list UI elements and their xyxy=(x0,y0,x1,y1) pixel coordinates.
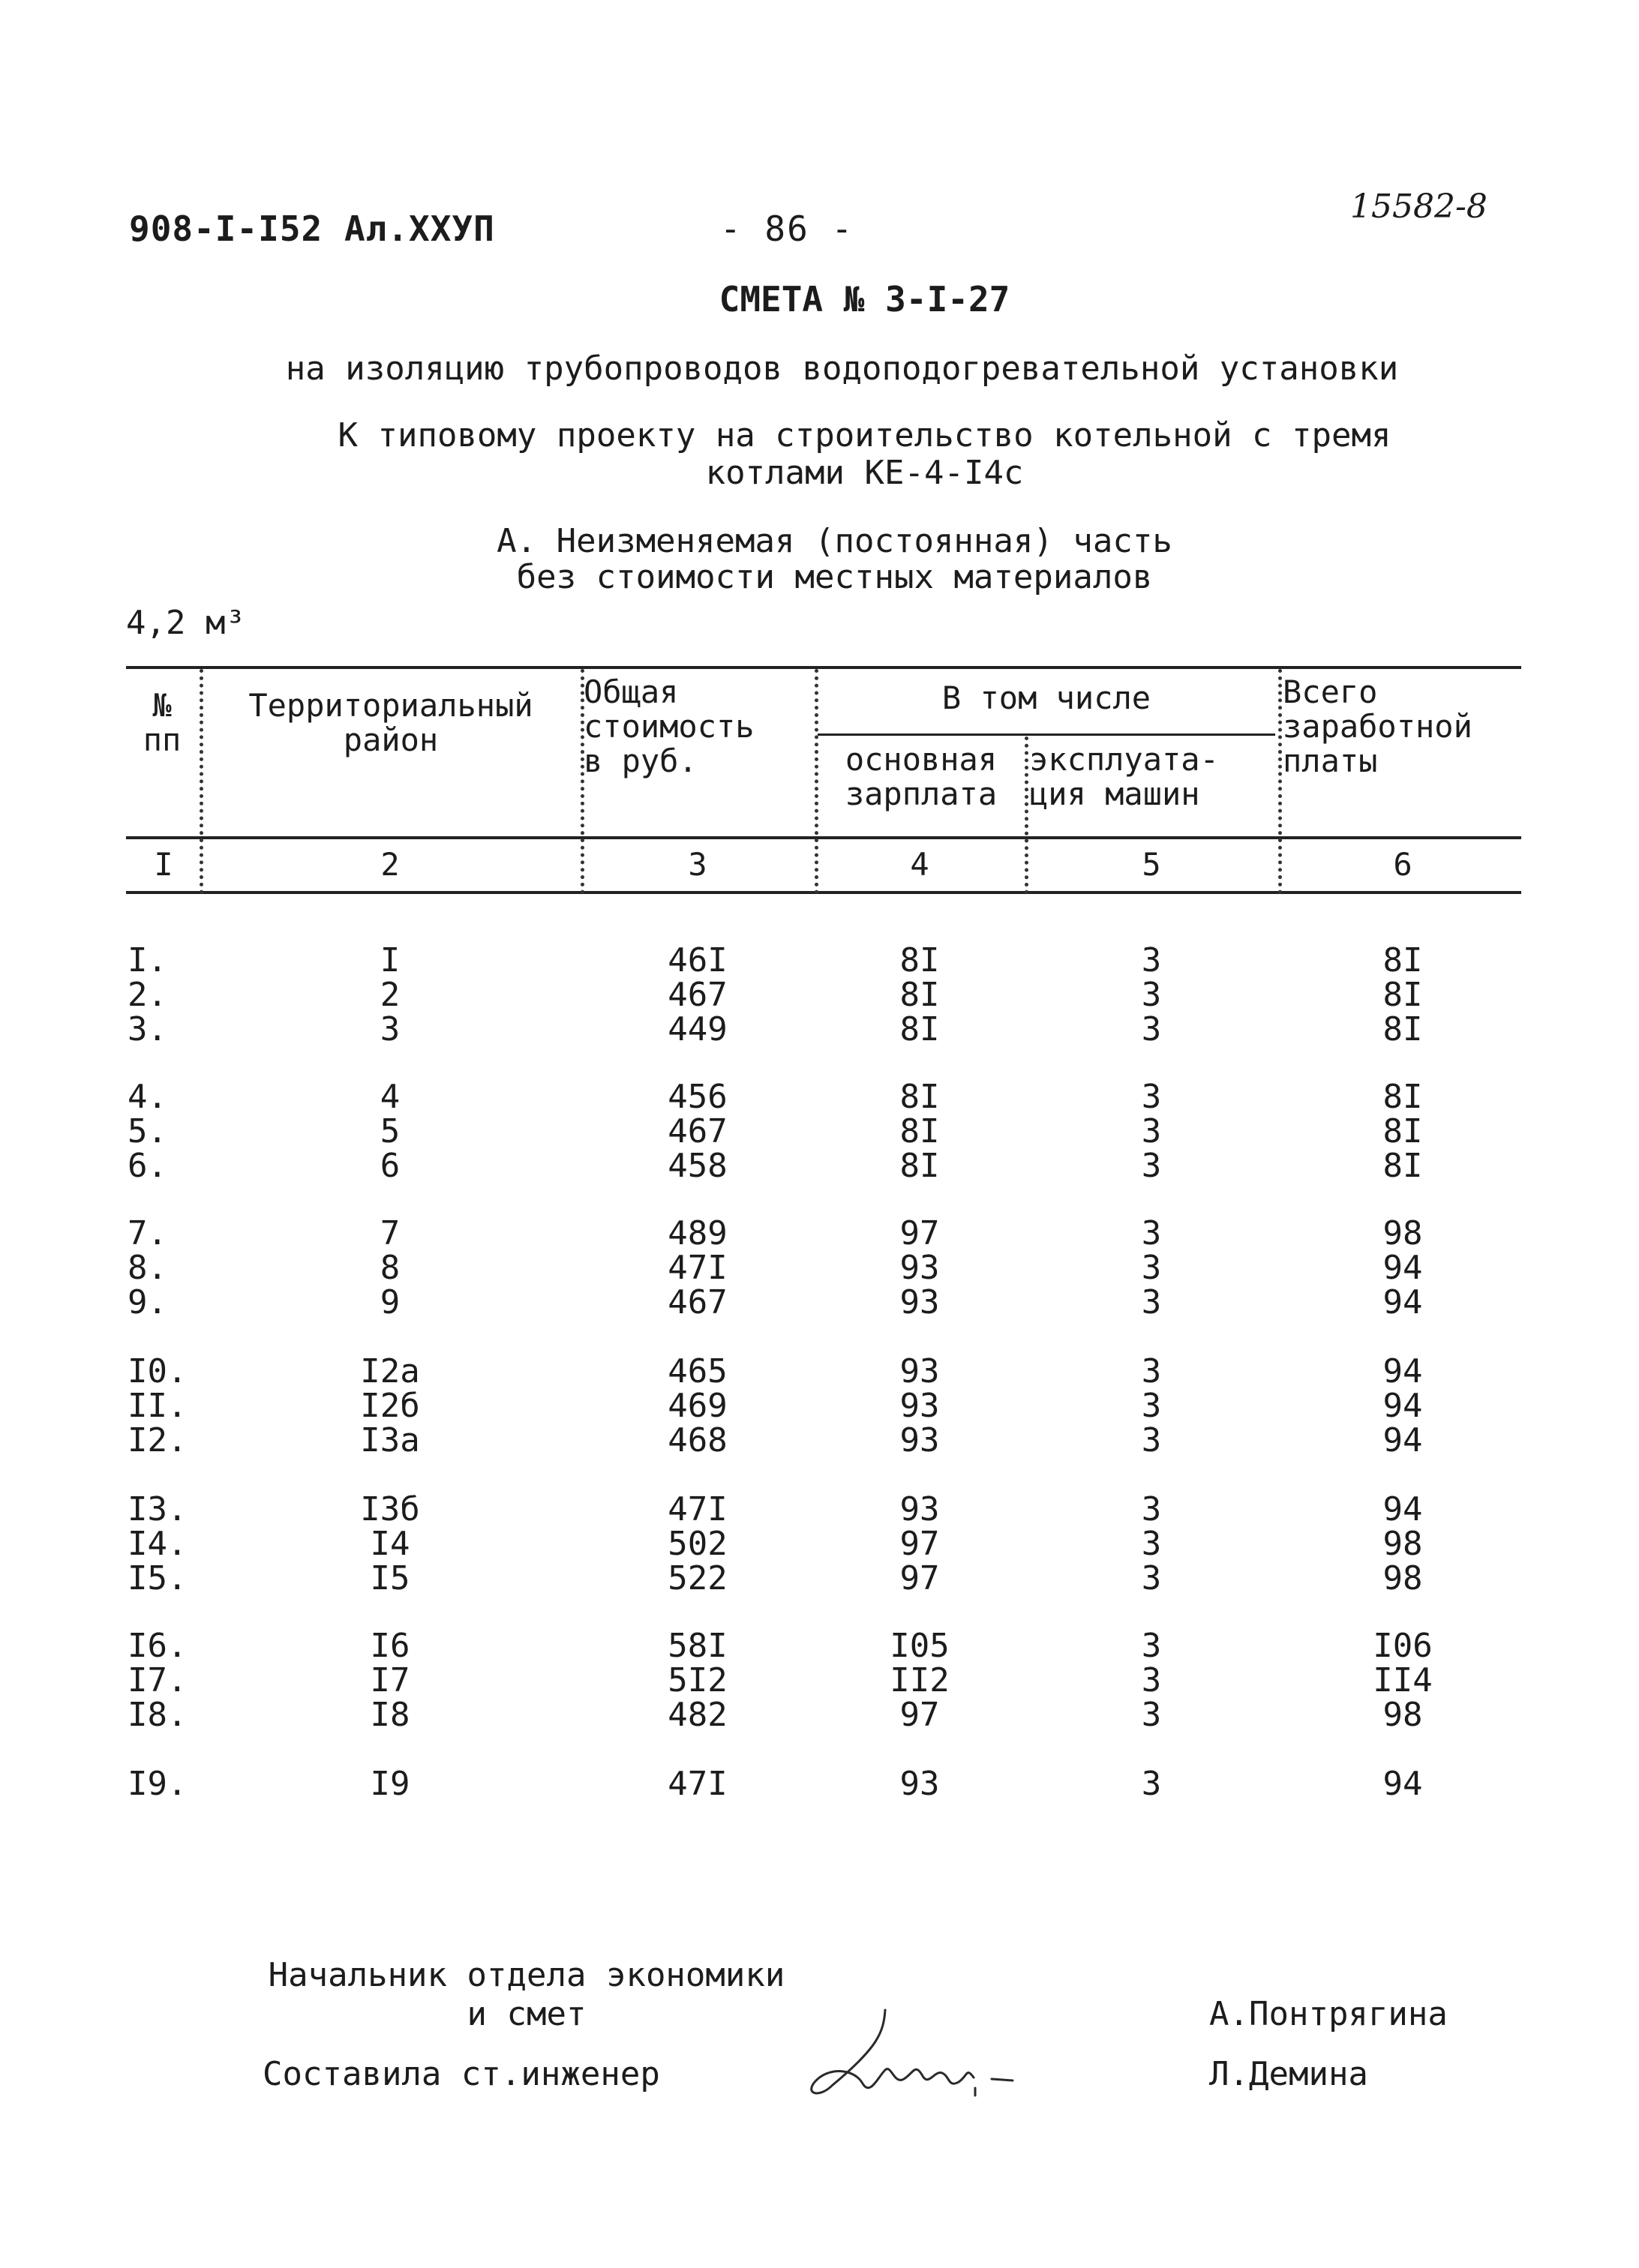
cell-salary: 8I xyxy=(899,941,940,980)
cell-wage-total: 98 xyxy=(1382,1525,1423,1563)
cell-total: 522 xyxy=(668,1559,728,1598)
cell-machines: 3 xyxy=(1141,1078,1162,1116)
cell-region: I3б xyxy=(360,1490,420,1528)
cell-total: 58I xyxy=(668,1627,728,1665)
cell-wage-total: 8I xyxy=(1382,941,1423,980)
cell-region: I4 xyxy=(370,1525,410,1563)
cell-machines: 3 xyxy=(1141,1765,1162,1803)
cell-total: 468 xyxy=(668,1421,728,1460)
cell-region: I9 xyxy=(370,1765,410,1803)
cell-region: I3а xyxy=(360,1421,420,1460)
cell-num: 9. xyxy=(128,1283,167,1322)
cell-num: I3. xyxy=(128,1490,188,1528)
cell-machines: 3 xyxy=(1141,1421,1162,1460)
cell-region: 2 xyxy=(380,976,401,1014)
column-number-5: 5 xyxy=(1142,846,1161,883)
cell-wage-total: 98 xyxy=(1382,1696,1423,1734)
section-title-line2: без стоимости местных материалов xyxy=(516,558,1153,596)
volume-unit: 4,2 м³ xyxy=(126,604,245,642)
cell-wage-total: 8I xyxy=(1382,1010,1423,1048)
cell-region: 6 xyxy=(380,1147,401,1185)
cell-region: I xyxy=(380,941,401,980)
cell-region: I7 xyxy=(370,1661,410,1700)
cell-machines: 3 xyxy=(1141,1352,1162,1390)
header-num: № пп xyxy=(143,687,182,758)
cell-machines: 3 xyxy=(1141,1010,1162,1048)
cell-region: I2б xyxy=(360,1387,420,1425)
cell-salary: 93 xyxy=(899,1490,940,1528)
cell-machines: 3 xyxy=(1141,976,1162,1014)
col-divider-5 xyxy=(1278,669,1282,894)
cell-num: 5. xyxy=(128,1112,167,1150)
head-role-line1: Начальник отдела экономики xyxy=(268,1956,785,1994)
estimate-title: СМЕТА № 3-I-27 xyxy=(719,279,1010,320)
cell-salary: 93 xyxy=(899,1352,940,1390)
cell-salary: 97 xyxy=(899,1214,940,1252)
cell-salary: 93 xyxy=(899,1387,940,1425)
compiler-role: Составила ст.инженер xyxy=(263,2055,660,2093)
header-machines: эксплуата- ция машин xyxy=(1029,741,1219,812)
cell-num: 8. xyxy=(128,1249,167,1287)
column-number-4: 4 xyxy=(910,846,929,883)
cell-wage-total: 98 xyxy=(1382,1214,1423,1252)
cell-salary: 93 xyxy=(899,1765,940,1803)
header-salary: основная зарплата xyxy=(845,741,998,812)
cell-total: 469 xyxy=(668,1387,728,1425)
cell-machines: 3 xyxy=(1141,1147,1162,1185)
head-name: А.Понтрягина xyxy=(1209,1995,1448,2033)
cell-num: 6. xyxy=(128,1147,167,1185)
cell-wage-total: I06 xyxy=(1373,1627,1433,1665)
cell-num: I6. xyxy=(128,1627,188,1665)
archive-number: 15582-8 xyxy=(1350,188,1487,226)
cell-region: I2а xyxy=(360,1352,420,1390)
column-number-2: 2 xyxy=(380,846,400,883)
column-number-1: I xyxy=(154,846,173,883)
cell-total: 465 xyxy=(668,1352,728,1390)
cell-total: 489 xyxy=(668,1214,728,1252)
cell-region: 4 xyxy=(380,1078,401,1116)
head-role-line2: и смет xyxy=(467,1995,587,2033)
cell-salary: 8I xyxy=(899,1112,940,1150)
cell-wage-total: 8I xyxy=(1382,1078,1423,1116)
cell-machines: 3 xyxy=(1141,1249,1162,1287)
cell-wage-total: 94 xyxy=(1382,1249,1423,1287)
cell-salary: 93 xyxy=(899,1421,940,1460)
subheader-rule xyxy=(818,734,1275,736)
column-number-6: 6 xyxy=(1393,846,1412,883)
cell-wage-total: 94 xyxy=(1382,1490,1423,1528)
cell-num: 4. xyxy=(128,1078,167,1116)
project-reference xyxy=(45,417,1639,492)
cell-num: I2. xyxy=(128,1421,188,1460)
cell-num: 3. xyxy=(128,1010,167,1048)
cell-region: 3 xyxy=(380,1010,401,1048)
cell-total: 467 xyxy=(668,1112,728,1150)
cell-total: 5I2 xyxy=(668,1661,728,1700)
cell-num: I4. xyxy=(128,1525,188,1563)
cell-region: 7 xyxy=(380,1214,401,1252)
cell-region: I6 xyxy=(370,1627,410,1665)
cell-num: 2. xyxy=(128,976,167,1014)
cell-machines: 3 xyxy=(1141,1283,1162,1322)
cell-wage-total: 94 xyxy=(1382,1765,1423,1803)
cell-wage-total: 94 xyxy=(1382,1387,1423,1425)
cell-machines: 3 xyxy=(1141,1490,1162,1528)
handwritten-signature-icon xyxy=(788,1995,1043,2115)
header-bottom-rule xyxy=(126,836,1521,839)
cell-wage-total: 94 xyxy=(1382,1421,1423,1460)
cell-salary: 97 xyxy=(899,1559,940,1598)
page-number: - 86 - xyxy=(720,208,854,249)
cell-num: II. xyxy=(128,1387,188,1425)
table-top-rule xyxy=(126,666,1521,669)
cell-machines: 3 xyxy=(1141,1214,1162,1252)
cell-wage-total: 8I xyxy=(1382,1112,1423,1150)
cell-region: I8 xyxy=(370,1696,410,1734)
compiler-name: Л.Демина xyxy=(1209,2055,1368,2093)
cell-region: 9 xyxy=(380,1283,401,1322)
cell-machines: 3 xyxy=(1141,1525,1162,1563)
cell-salary: I05 xyxy=(890,1627,950,1665)
cell-machines: 3 xyxy=(1141,1696,1162,1734)
estimate-subject: на изоляцию трубопроводов водоподогревательной установки xyxy=(285,350,1399,388)
cell-machines: 3 xyxy=(1141,1559,1162,1598)
cell-total: 458 xyxy=(668,1147,728,1185)
cell-total: 47I xyxy=(668,1765,728,1803)
header-incl: В том числе xyxy=(941,680,1151,716)
cell-salary: 97 xyxy=(899,1696,940,1734)
cell-salary: 97 xyxy=(899,1525,940,1563)
project-reference-line2: котлами КЕ-4-I4с xyxy=(705,454,1024,492)
cell-total: 47I xyxy=(668,1490,728,1528)
cell-wage-total: 94 xyxy=(1382,1283,1423,1322)
cell-machines: 3 xyxy=(1141,1112,1162,1150)
header-total: Общая стоимость в руб. xyxy=(584,674,755,779)
cell-wage-total: 8I xyxy=(1382,976,1423,1014)
document-code: 908-I-I52 Ал.XXУП xyxy=(129,208,495,249)
section-title-line1: А. Неизменяемая (постоянная) часть xyxy=(497,522,1172,560)
cell-total: 482 xyxy=(668,1696,728,1734)
cell-salary: II2 xyxy=(890,1661,950,1700)
cell-wage-total: 94 xyxy=(1382,1352,1423,1390)
cell-num: I9. xyxy=(128,1765,188,1803)
cell-machines: 3 xyxy=(1141,941,1162,980)
cell-total: 467 xyxy=(668,976,728,1014)
cell-wage-total: 8I xyxy=(1382,1147,1423,1185)
cell-machines: 3 xyxy=(1141,1387,1162,1425)
cell-salary: 93 xyxy=(899,1249,940,1287)
cell-salary: 93 xyxy=(899,1283,940,1322)
section-title xyxy=(15,524,1639,596)
cell-total: 502 xyxy=(668,1525,728,1563)
colnum-bottom-rule xyxy=(126,891,1521,894)
cell-wage-total: 98 xyxy=(1382,1559,1423,1598)
cell-total: 449 xyxy=(668,1010,728,1048)
cell-total: 467 xyxy=(668,1283,728,1322)
cell-salary: 8I xyxy=(899,976,940,1014)
cell-num: I5. xyxy=(128,1559,188,1598)
cell-wage-total: II4 xyxy=(1373,1661,1433,1700)
cell-machines: 3 xyxy=(1141,1661,1162,1700)
cell-salary: 8I xyxy=(899,1078,940,1116)
header-region: Территориальный район xyxy=(248,687,533,758)
column-number-3: 3 xyxy=(688,846,707,883)
cell-salary: 8I xyxy=(899,1010,940,1048)
cell-num: I7. xyxy=(128,1661,188,1700)
cell-num: I8. xyxy=(128,1696,188,1734)
cell-region: I5 xyxy=(370,1559,410,1598)
cell-region: 8 xyxy=(380,1249,401,1287)
cell-num: I. xyxy=(128,941,167,980)
cell-salary: 8I xyxy=(899,1147,940,1185)
cell-region: 5 xyxy=(380,1112,401,1150)
head-role xyxy=(242,1956,812,2034)
header-wage-total: Всего заработной платы xyxy=(1283,674,1472,779)
cell-num: I0. xyxy=(128,1352,188,1390)
cell-total: 46I xyxy=(668,941,728,980)
cell-total: 456 xyxy=(668,1078,728,1116)
cell-machines: 3 xyxy=(1141,1627,1162,1665)
cell-num: 7. xyxy=(128,1214,167,1252)
project-reference-line1: К типовому проекту на строительство котельной с тремя xyxy=(338,416,1391,454)
cell-total: 47I xyxy=(668,1249,728,1287)
